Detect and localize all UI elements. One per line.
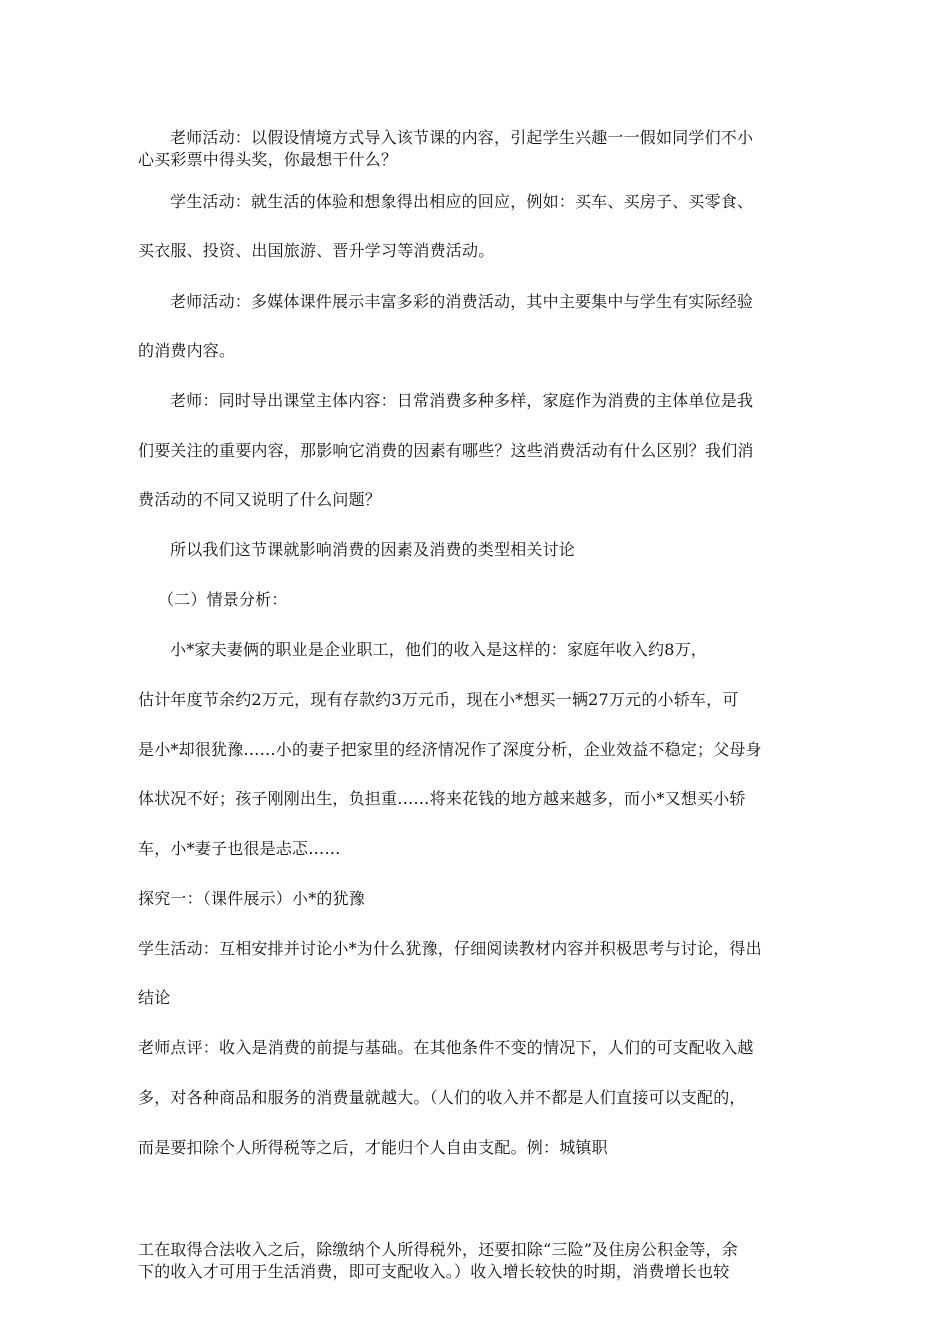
paragraph-line: 老师活动：以假设情境方式导入该节课的内容，引起学生兴趣一一假如同学们不小 (170, 128, 754, 147)
paragraph-line: 费活动的不同又说明了什么问题？ (138, 490, 382, 509)
paragraph-line: 所以我们这节课就影响消费的因素及消费的类型相关讨论 (170, 540, 576, 559)
paragraph-line: 估计年度节余约2万元，现有存款约3万元币，现在小*想买一辆27万元的小轿车，可 (138, 690, 739, 709)
paragraph-line: 多，对各种商品和服务的消费量就越大。（人们的收入并不都是人们直接可以支配的， (138, 1088, 746, 1107)
paragraph-line: 老师活动：多媒体课件展示丰富多彩的消费活动，其中主要集中与学生有实际经验 (170, 292, 754, 311)
paragraph-line: 心买彩票中得头奖，你最想干什么？ (138, 150, 398, 169)
paragraph-line: 探究一：（课件展示）小*的犹豫 (138, 889, 366, 908)
paragraph-line: 而是要扣除个人所得税等之后，才能归个人自由支配。例：城镇职 (138, 1138, 608, 1157)
paragraph-line: 结论 (138, 988, 171, 1007)
paragraph-line: 的消费内容。 (138, 341, 236, 360)
paragraph-line: 下的收入才可用于生活消费，即可支配收入。）收入增长较快的时期，消费增长也较 (138, 1262, 730, 1281)
paragraph-line: 车，小*妻子也很是忐忑…… (138, 839, 341, 858)
paragraph-line: 买衣服、投资、出国旅游、晋升学习等消费活动。 (138, 241, 495, 260)
paragraph-line: 小*家夫妻俩的职业是企业职工，他们的收入是这样的：家庭年收入约8万， (170, 640, 707, 659)
paragraph-line: 学生活动：互相安排并讨论小*为什么犹豫，仔细阅读教材内容并积极思考与讨论，得出 (138, 939, 762, 958)
section-heading: （二）情景分析： (158, 590, 288, 609)
paragraph-line: 是小*却很犹豫……小的妻子把家里的经济情况作了深度分析，企业效益不稳定；父母身 (138, 740, 762, 759)
paragraph-line: 学生活动：就生活的体验和想象得出相应的回应，例如：买车、买房子、买零食、 (170, 192, 754, 211)
paragraph-line: 们要关注的重要内容，那影响它消费的因素有哪些？这些消费活动有什么区别？我们消 (138, 441, 754, 460)
paragraph-line: 老师点评：收入是消费的前提与基础。在其他条件不变的情况下，人们的可支配收入越 (138, 1038, 754, 1057)
paragraph-line: 工在取得合法收入之后，除缴纳个人所得税外，还要扣除“三险”及住房公积金等，余 (138, 1240, 738, 1259)
paragraph-line: 体状况不好；孩子刚刚出生，负担重……将来花钱的地方越来越多，而小*又想买小轿 (138, 789, 746, 808)
paragraph-line: 老师：同时导出课堂主体内容：日常消费多种多样，家庭作为消费的主体单位是我 (170, 391, 754, 410)
